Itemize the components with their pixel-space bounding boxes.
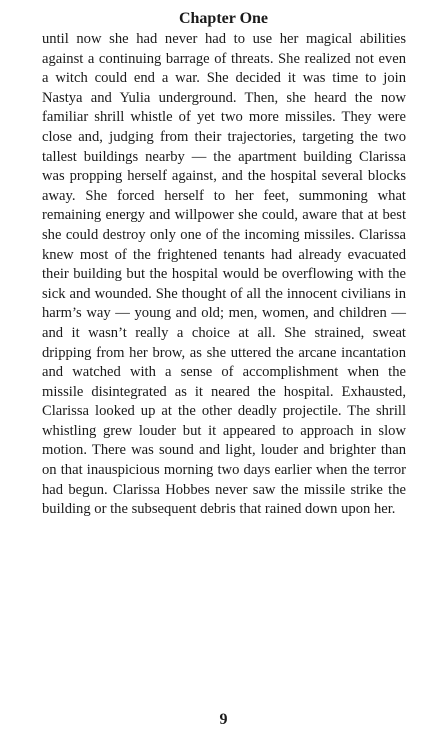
body-paragraph: until now she had never had to use her magical abilities against a continuing barrage of threats. She realized not even a witch could end a war. She decided it was time to join Nastya and Yulia underground. Then, she heard the now familiar shrill whistle of yet two more missiles. They were close and, judging from their trajectories, targeting the two tallest buildings nearby — the apartment building Clarissa was propping herself against, and the hospital several blocks away. She forced herself to her feet, summoning what remaining energy and willpower she could, aware that at best she could destroy only one of the incoming missiles. Clarissa knew most of the frightened tenants had already evacuated their building but the hospital would be overflowing with the sick and wounded. She thought of all the innocent civilians in harm’s way — young and old; men, women, and children — and it wasn’t really a choice at all. She strained, sweat dripping from her brow, as she uttered the arcane incantation and watched with a sense of accomplishment when the missile disintegrated as it neared the hospital. Exhausted, Clarissa looked up at the other deadly projectile. The shrill whistling grew louder but it appeared to approach in slow motion. There was sound and light, louder and brighter than on that inauspicious morning two days earlier when the terror had begun. Clarissa Hobbes never saw the missile strike the building or the subsequent debris that rained down upon her. <box>42 31 406 518</box>
chapter-heading: Chapter One <box>178 10 269 27</box>
page-number: 9 <box>219 711 228 728</box>
